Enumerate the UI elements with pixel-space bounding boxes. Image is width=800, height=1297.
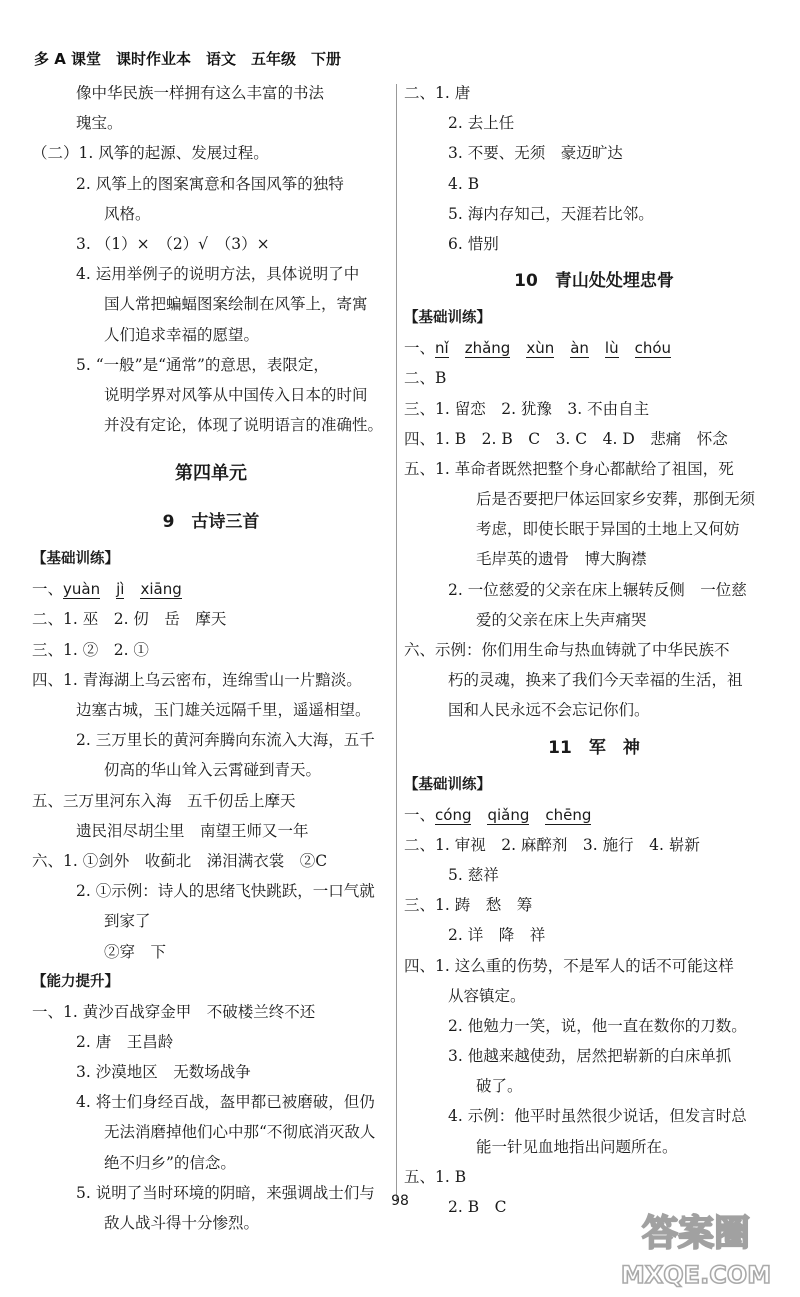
answer-line: 3. 他越来越使劲，居然把崭新的白床单抓 xyxy=(448,1047,732,1066)
left-column xyxy=(32,78,390,1238)
answer-line: 二、1. 唐 xyxy=(404,84,471,102)
answer-line: 敌人战斗得十分惨烈。 xyxy=(104,1214,260,1232)
answer-line: 4. 运用举例子的说明方法，具体说明了中 xyxy=(76,265,360,284)
answer-line: 5. “一般”是“通常”的意思，表限定， xyxy=(76,355,329,374)
pinyin-word: nǐ xyxy=(435,339,449,358)
column-divider xyxy=(396,84,397,1202)
spacer xyxy=(32,440,390,448)
answer-line: 说明学界对风筝从中国传入日本的时间 xyxy=(104,385,368,404)
lesson-title: 11 军 神 xyxy=(548,737,640,758)
answer-line: 并没有定论，体现了说明语言的准确性。 xyxy=(104,416,384,435)
watermark-text: 答案圈 xyxy=(641,1213,751,1254)
answer-line: 2. 唐 王昌龄 xyxy=(76,1032,174,1051)
answer-line: 能一针见血地指出问题所在。 xyxy=(476,1137,678,1156)
answer-line: ②穿 下 xyxy=(104,942,167,961)
answer-line: 仞高的华山耸入云霄碰到青天。 xyxy=(104,761,322,780)
answer-line: 朽的灵魂，换来了我们今天幸福的生活，祖 xyxy=(448,671,743,690)
lesson-title: 9 古诗三首 xyxy=(162,512,260,533)
answer-line: 5. 慈祥 xyxy=(448,865,499,884)
watermark-logo xyxy=(608,1203,784,1293)
pinyin-word: xiāng xyxy=(140,580,182,599)
pinyin-word: qiǎng xyxy=(487,805,530,824)
answer-line: 三、1. 留恋 2. 犹豫 3. 不由自主 xyxy=(404,399,650,418)
answer-line: 3. （1）× （2）√ （3）× xyxy=(76,234,270,253)
answer-line: 4. 将士们身经百战，盔甲都已被磨破，但仍 xyxy=(76,1093,375,1112)
section-heading: 【基础训练】 xyxy=(404,310,491,327)
answer-line: 2. 去上任 xyxy=(448,114,515,133)
answer-line: 2. B C xyxy=(448,1198,507,1216)
answer-line: 风格。 xyxy=(104,204,151,223)
pinyin-word: chēng xyxy=(545,805,592,824)
answer-line: 到家了 xyxy=(104,912,151,931)
question-number: 一、 xyxy=(32,580,64,599)
answer-line: 四、1. B 2. B C 3. C 4. D 悲痛 怀念 xyxy=(404,429,728,448)
section-heading: 【基础训练】 xyxy=(32,551,119,568)
answer-line: 瑰宝。 xyxy=(76,114,123,133)
answer-line: 五、三万里河东入海 五千仞岳上摩天 xyxy=(32,791,296,810)
answer-line: 国人常把蝙蝠图案绘制在风筝上，寄寓 xyxy=(104,295,368,314)
answer-line: 3. 不要、无须 豪迈旷达 xyxy=(448,144,623,163)
answer-line: 三、1. 踌 愁 筹 xyxy=(404,896,533,915)
pinyin-word: lù xyxy=(604,339,619,358)
book-header: 多 A 课堂 课时作业本 语文 五年级 下册 xyxy=(34,50,342,68)
answer-line: 2. 一位慈爱的父亲在床上辗转反侧 一位慈 xyxy=(448,580,747,599)
answer-line: 6. 惜别 xyxy=(448,234,499,253)
answer-line: 无法消磨掉他们心中那“不彻底消灭敌人 xyxy=(104,1123,376,1142)
answer-line: 一、1. 黄沙百战穿金甲 不破楼兰终不还 xyxy=(32,1002,316,1021)
answer-line: 考虑，即使长眠于异国的土地上又何妨 xyxy=(476,520,740,539)
question-number: 一、 xyxy=(404,339,436,358)
pinyin-answer-line xyxy=(404,333,784,363)
answer-line: 4. 示例：他平时虽然很少说话，但发言时总 xyxy=(448,1107,747,1126)
unit-title: 第四单元 xyxy=(175,463,247,485)
answer-line: 4. B xyxy=(448,174,480,193)
pinyin-answer-line xyxy=(404,800,784,830)
answer-line: 五、1. 革命者既然把整个身心都献给了祖国，死 xyxy=(404,459,734,478)
answer-line: 2. 他勉力一笑，说，他一直在数你的刀数。 xyxy=(448,1016,747,1035)
pinyin-word: zhǎng xyxy=(464,339,511,358)
answer-line: 爱的父亲在床上失声痛哭 xyxy=(476,610,647,629)
pinyin-word: cóng xyxy=(435,805,472,824)
answer-line: 破了。 xyxy=(476,1077,523,1096)
answer-line: 5. 海内存知己，天涯若比邻。 xyxy=(448,204,654,223)
answer-line: 5. 说明了当时环境的阴暗，来强调战士们与 xyxy=(76,1183,375,1202)
watermark-domain: MXQE.COM xyxy=(620,1261,772,1289)
answer-line: 像中华民族一样拥有这么丰富的书法 xyxy=(76,84,325,102)
answer-line: 人们追求幸福的愿望。 xyxy=(104,325,260,344)
pinyin-answer-line xyxy=(32,574,390,604)
lesson-title: 10 青山处处埋忠骨 xyxy=(514,271,674,292)
pinyin-word: àn xyxy=(570,339,589,358)
answer-line: 2. 三万里长的黄河奔腾向东流入大海，五千 xyxy=(76,731,375,750)
pinyin-word: yuàn xyxy=(63,580,101,599)
answer-line: 毛岸英的遗骨 博大胸襟 xyxy=(476,550,647,569)
section-heading: 【基础训练】 xyxy=(404,776,491,793)
question-number: 一、 xyxy=(404,805,436,824)
answer-line: 二、B xyxy=(404,369,447,388)
answer-line: 六、1. ①剑外 收蓟北 涕泪满衣裳 ②C xyxy=(32,851,328,870)
section-heading: 【能力提升】 xyxy=(32,973,119,990)
pinyin-word: chóu xyxy=(634,339,672,358)
answer-line: 从容镇定。 xyxy=(448,986,526,1005)
answer-line: 国和人民永远不会忘记你们。 xyxy=(448,701,650,720)
right-column xyxy=(404,78,784,1222)
answer-line: 3. 沙漠地区 无数场战争 xyxy=(76,1063,251,1082)
answer-line: 四、1. 青海湖上乌云密布，连绵雪山一片黯淡。 xyxy=(32,670,362,689)
pinyin-word: jì xyxy=(116,580,125,599)
answer-line: 绝不归乡”的信念。 xyxy=(104,1153,236,1172)
answer-line: 遗民泪尽胡尘里 南望王师又一年 xyxy=(76,821,309,840)
answer-line: 后是否要把尸体运回家乡安葬，那倒无须 xyxy=(476,490,756,509)
answer-line: 2. 风筝上的图案寓意和各国风筝的独特 xyxy=(76,174,344,193)
answer-line: 2. 详 降 祥 xyxy=(448,926,546,945)
answer-line: 2. ①示例：诗人的思绪飞快跳跃，一口气就 xyxy=(76,882,375,901)
page-number: 98 xyxy=(391,1193,409,1209)
answer-line: 六、示例：你们用生命与热血铸就了中华民族不 xyxy=(404,641,730,659)
answer-line: 五、1. B xyxy=(404,1167,467,1186)
answer-line: 二、1. 审视 2. 麻醉剂 3. 施行 4. 崭新 xyxy=(404,835,700,854)
answer-line: 三、1. ② 2. ① xyxy=(32,640,149,659)
answer-line: 边塞古城，玉门雄关远隔千里，遥遥相望。 xyxy=(76,701,371,719)
answer-line: （二）1. 风筝的起源、发展过程。 xyxy=(32,144,269,163)
answer-line: 四、1. 这么重的伤势，不是军人的话不可能这样 xyxy=(404,956,734,975)
answer-line: 二、1. 巫 2. 仞 岳 摩天 xyxy=(32,610,227,629)
pinyin-word: xùn xyxy=(526,339,555,358)
